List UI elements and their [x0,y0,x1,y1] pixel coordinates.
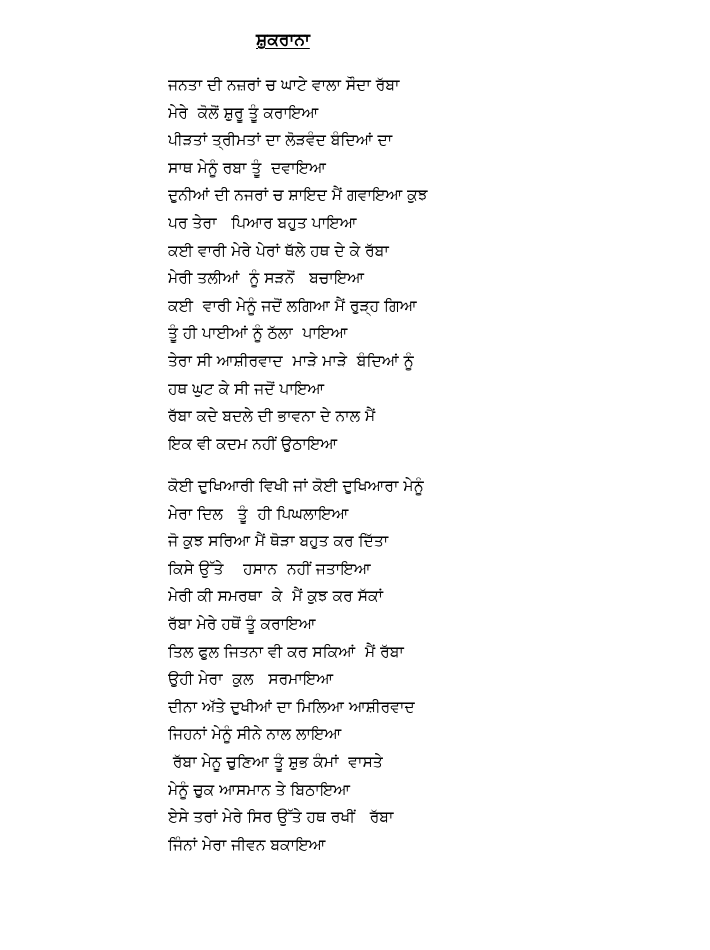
poem-line: ਮੇਰੀ ਤਲੀਆਂ ਨੂੰ ਸੜਨੋਂ ਬਚਾਇਆ [168,269,365,288]
poem-line: ਕਈ ਵਾਰੀ ਮੇਰੇ ਪੇਰਾਂ ਥੱਲੇ ਹਥ ਦੇ ਕੇ ਰੱਬਾ [168,241,389,260]
poem-line: ਜੋ ਕੁਝ ਸਰਿਆ ਮੈਂ ਥੋੜਾ ਬਹੁਤ ਕਰ ਦਿੱਤਾ [168,532,389,551]
poem-line: ਜਿੰਨਾਂ ਮੇਰਾ ਜੀਵਨ ਬਕਾਇਆ [168,835,326,854]
poem-line: ਮੇਰਾ ਦਿਲ ਤੂੰ ਹੀ ਪਿਘਲਾਇਆ [168,504,349,523]
stanza-1 [168,72,688,458]
poem-line: ਇਕ ਵੀ ਕਦਮ ਨਹੀਂ ਉਠਾਇਆ [168,434,338,453]
poem-line: ਹਥ ਘੁਟ ਕੇ ਸੀ ਜਦੋਂ ਪਾਇਆ [168,379,325,398]
poem-line: ਰੱਬਾ ਮੇਨੂ ਚੁਣਿਆ ਤੂੰ ਸ਼ੁਭ ਕੰਮਾਂ ਵਾਸਤੇ [168,752,383,771]
poem-line: ਕਿਸੇ ਉੱਤੇ ਹਸਾਨ ਨਹੀਂ ਜਤਾਇਆ [168,559,371,578]
stanza-2 [168,473,688,859]
poem-line: ਪੀੜਤਾਂ ਤ੍ਰੀਮਤਾਂ ਦਾ ਲੋੜਵੰਦ ਬੰਦਿਆਂ ਦਾ [168,131,393,150]
poem-line: ਪਰ ਤੇਰਾ ਪਿਆਰ ਬਹੁਤ ਪਾਇਆ [168,213,357,232]
poem-line: ਦੁਨੀਆਂ ਦੀ ਨਜਰਾਂ ਚ ਸ਼ਾਇਦ ਮੈਂ ਗਵਾਇਆ ਕੁਝ [168,186,428,205]
poem-line: ਰੱਬਾ ਮੇਰੇ ਹਥੋਂ ਤੂੰ ਕਰਾਇਆ [168,614,316,633]
poem-line: ਮੇਰੇ ਕੋਲੋਂ ਸ਼ੁਰੂ ਤੂੰ ਕਰਾਇਆ [168,103,319,122]
poem-line: ਜਨਤਾ ਦੀ ਨਜ਼ਰਾਂ ਚ ਘਾਟੇ ਵਾਲਾ ਸੌਦਾ ਰੱਬਾ [168,76,400,94]
poem-line: ਮੇਰੀ ਕੀ ਸਮਰਥਾ ਕੇ ਮੈਂ ਕੁਝ ਕਰ ਸੱਕਾਂ [168,587,383,606]
poem-line: ਕੋਈ ਦੁਖਿਆਰੀ ਵਿਖੀ ਜਾਂ ਕੋਈ ਦੁਖਿਆਰਾ ਮੇਨੂੰ [168,477,424,495]
poem-line: ਸਾਥ ਮੇਨੂੰ ਰਬਾ ਤੂੰ ਦਵਾਇਆ [168,158,326,177]
poem-line: ਰੱਬਾ ਕਦੇ ਬਦਲੇ ਦੀ ਭਾਵਨਾ ਦੇ ਨਾਲ ਮੈਂ [168,407,376,426]
poem-line: ਜਿਹਨਾਂ ਮੇਨੂੰ ਸੀਨੇ ਨਾਲ ਲਾਇਆ [168,725,342,744]
poem-line: ਤੇਰਾ ਸੀ ਆਸ਼ੀਰਵਾਦ ਮਾੜੇ ਮਾੜੇ ਬੰਦਿਆਂ ਨੂੰ [168,351,414,370]
poem-line: ਤਿਲ ਫੁਲ ਜਿਤਨਾ ਵੀ ਕਰ ਸਕਿਆਂ ਮੈਂ ਰੱਬਾ [168,642,404,661]
poem-line: ਏਸੇ ਤਰਾਂ ਮੇਰੇ ਸਿਰ ਉੱਤੇ ਹਥ ਰਖੀਂ ਰੱਬਾ [168,808,394,827]
poem-line: ਮੇਨੂੰ ਚੁਕ ਆਸਮਾਨ ਤੇ ਬਿਠਾਇਆ [168,780,351,799]
poem-line: ਉਹੀ ਮੇਰਾ ਕੁਲ ਸਰਮਾਇਆ [168,670,334,689]
poem-title: ਸ਼ੁਕਰਾਨਾ [256,30,310,50]
poem-line: ਕਈ ਵਾਰੀ ਮੇਨੂੰ ਜਦੋਂ ਲਗਿਆ ਮੈਂ ਰੁੜ੍ਹ ਗਿਆ [168,296,417,315]
poem-line: ਦੀਨਾ ਅੱਤੇ ਦੁਖੀਆਂ ਦਾ ਮਿਲਿਆ ਆਸ਼ੀਰਵਾਦ [168,697,415,716]
poem-line: ਤੂੰ ਹੀ ਪਾਈਆਂ ਨੂੰ ਠੱਲਾ ਪਾਇਆ [168,324,348,343]
